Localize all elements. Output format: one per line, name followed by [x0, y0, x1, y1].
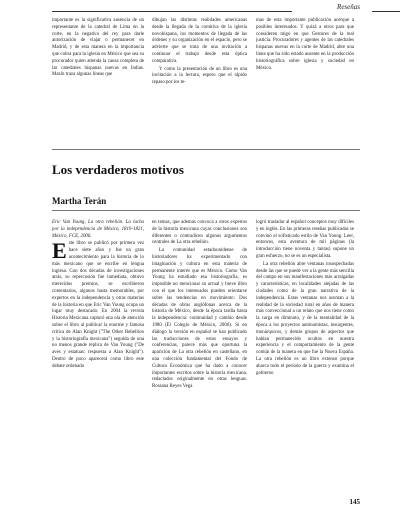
bottom-column-1	[52, 220, 144, 372]
page-number: 145	[349, 498, 360, 506]
paragraph: La comunidad estadounidense de historiadores ha experimentado con imaginación y cultura en esta materia de permanente interés que es México. Como Van Young ha estudiado esa historiografía, es imposible no mencionar su actual y breve libro con el que los interesados pueden orientarse sobre las tendencias en movimiento: Dos décadas de obras anglófonas acerca de la historia de México, desde la época tardía hasta la independencia: continuidad y cambio desde 1980 (El Colegio de México, 2006). Si en diálogo la versión en español se han publicado las traducciones de estos ensayos y conferencias, parece más que oportuna la aparición de La otra rebelión en castellano, en una colección fundamental del Fondo de Cultura Económica que ha dado a conocer importantes escritos sobre la historia mexicana, redactados originalmente en otras lenguas. Rossana Reyes Vega	[152, 248, 247, 390]
section-label: Reseñas	[337, 3, 360, 11]
bottom-column-3	[256, 220, 354, 378]
paragraph: mas de esta importante publicación acerque a posibles interesados. Y quizá a otros para que consideren migo en que Gestores de la real justicia. Procuradores y agentes de las catedrales hispanas nuevas en la corte de Madrid, abre una línea que ha sido estado ausente en la producción historiográfica sobre iglesia y sociedad en México.	[256, 18, 354, 71]
top-column-1	[52, 18, 144, 80]
top-column-2	[152, 18, 247, 88]
book-citation: Eric Van Young, La otra rebelión. La lucha por la independencia de México, 1810-1821, México, FCE, 2006.	[52, 220, 144, 239]
paragraph: La otra rebelión abre ventanas insospechadas desde las que se puede ver a la gente más sencilla del campo en sus manifestaciones más arraigadas y características, en localidades alejadas de las ciudades como de la gran narrativa de la independencia. Estas ventanas nos asoman a la realidad de la sociedad rural en años de manera más conveccional a un relato que nos tiene como la carga en diminuto, y de la mentalidad de la época a los proyectos autónomistas, insurgentes, monárquicos, y demás grupos de aspectos que habían permanecido ocultos en nuestra experiencia y el comportamiento de la gente común de la manera en que fue la Nueva España. La otra rebelión es un libro extenso porque abarca todo el período de la guerra y examina el gobierno	[256, 261, 354, 376]
article-title: Los verdaderos motivos	[52, 162, 184, 177]
article-author: Martha Terán	[52, 196, 107, 206]
first-paragraph-text: ste libro se publicó por primera vez hace siete años y fue un gran acontecimiento para la historia de lo más mexicano que se escribe en lengua inglesa. Con dos décadas de investigaciones atrás, su repercusión fue inmediata, obtuvo merecidos premios, se escribieron comentarios, algunos hasta memorables, por expertos en la independencia y otras materias de la historia en que Eric Van Young ocupa un lugar muy destacado. En 2004 la revista Historia Mexicana capturó una ola de atención sobre el libro al publicar la enorme y famosa crítica de Alan Knight ("The Other Rebellion y la historiografía mexicana") seguida de una no menos grande réplica de Van Young ("De aves y estatuas: respuesta a Alan Knight"). Dentro de poco aparecerá como libro este debate ordenado	[52, 241, 144, 369]
bottom-column-2	[152, 220, 247, 392]
drop-cap: E	[52, 238, 67, 264]
author-divider	[52, 210, 360, 211]
paragraph: Y como la presentación de un libro es una invitación a la lectura, espero que el rápido repaso por los te-	[152, 66, 247, 86]
paragraph: logró trasladar al español conceptos muy difíciles y en inglés. En las primeras reseñas publicadas se convinó el sofisticado estilo de Van Young. Leer, entonces, esta aventura de mil páginas (la introducción tiene noventa y tantas) supone un gran esfuerzo, no se es un especialista.	[256, 220, 354, 259]
header-rule	[52, 11, 292, 12]
section-divider	[52, 149, 360, 150]
paragraph: importante es la significativa ausencia de un representante de la catedral de Lima en la corte, en la negativa del rey para darle autorización de viajar o permanecer en Madrid, y de esta manera en la importancia que cobra para la iglesia en México que sea su procurador quien atienda la causa completa de las catedrales hispanas nuevas en Indias. Mazín traza algunas líneas que	[52, 18, 144, 78]
paragraph: dibujan las distintas realidades americanas desde la llegada de la comitiva de la iglesia novohispana, los momentos de llegada de las órdenes y su organización en el espacio, pero se advierte que se trata de una invitación a continuar el trabajo desde esta óptica comparativa.	[152, 18, 247, 64]
first-paragraph	[52, 238, 144, 370]
header-rule-right	[372, 11, 400, 12]
paragraph: en temas, que además convoca a otros expertos de la historia mexicana cuyas conclusiones son diferentes o contradicen algunos argumentos centrales de La otra rebelión.	[152, 220, 247, 246]
top-column-3	[256, 18, 354, 73]
